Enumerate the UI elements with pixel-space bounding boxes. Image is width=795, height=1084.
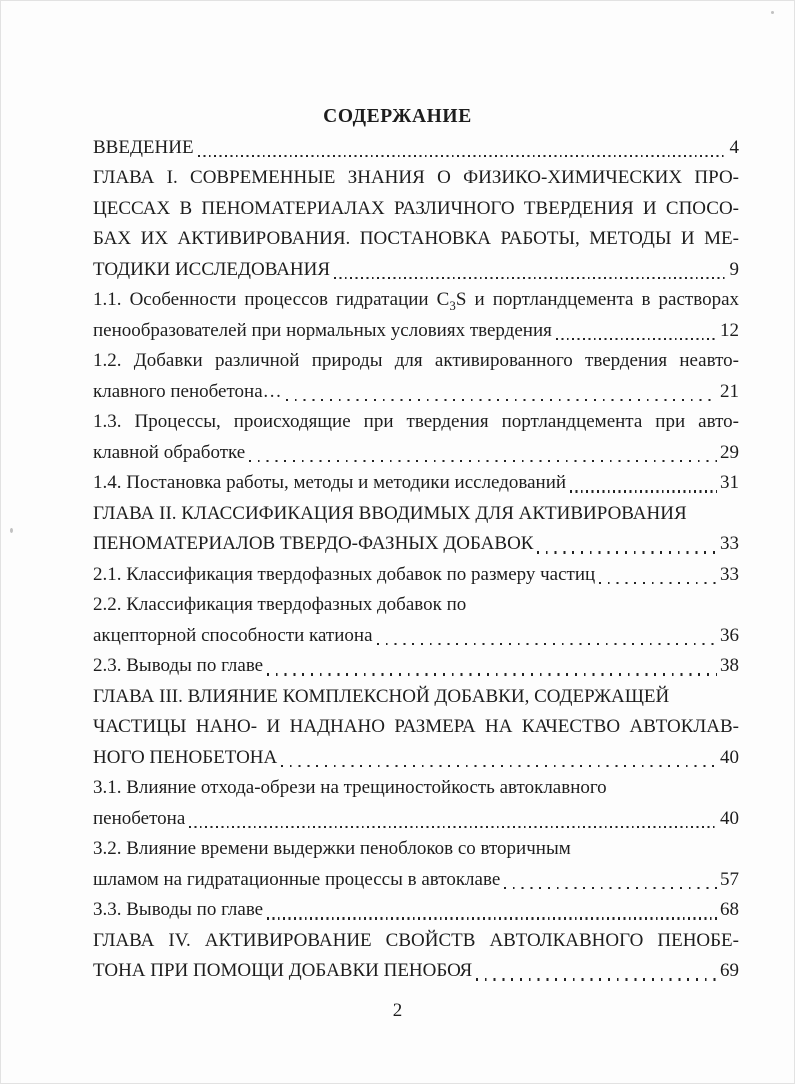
toc-entry-text: 1.4. Постановка работы, методы и методики исследований: [93, 472, 567, 493]
toc-entry: [93, 682, 739, 713]
toc-entry-page: 4: [729, 136, 739, 158]
toc-entry-text-run: S и портландцемента в растворах: [455, 289, 739, 310]
toc-entry: [93, 529, 739, 560]
toc-entry: [93, 407, 739, 438]
toc-entry: [93, 956, 739, 987]
toc-entry: [93, 712, 739, 743]
toc-entry-text: ПЕНОМАТЕРИАЛОВ ТВЕРДО-ФАЗНЫХ ДОБАВОК: [93, 533, 534, 554]
toc-entry-page: 33: [720, 563, 739, 585]
dot-leader: [189, 826, 717, 828]
dot-leader: [198, 155, 727, 157]
dot-leader: [249, 460, 717, 462]
dot-leader: [334, 277, 726, 279]
toc-entry-text: ГЛАВА IV. АКТИВИРОВАНИЕ СВОЙСТВ АВТОЛКАВНОГО ПЕНОБЕ-: [93, 929, 739, 951]
dot-leader: [377, 643, 718, 645]
dot-leader: [504, 887, 717, 889]
toc: [93, 133, 739, 987]
toc-entry: [93, 590, 739, 621]
dot-leader: [599, 582, 717, 584]
toc-entry-text: 2.3. Выводы по главе: [93, 655, 264, 676]
toc-entry: [93, 743, 739, 774]
toc-entry: [93, 895, 739, 926]
toc-entry: [93, 438, 739, 469]
toc-entry-text: пенобетона: [93, 807, 186, 829]
toc-entry-text: [93, 289, 739, 313]
toc-entry: [93, 621, 739, 652]
scan-artifact: [771, 11, 774, 14]
dot-leader: [267, 673, 717, 675]
toc-entry: [93, 560, 739, 591]
toc-entry-text: 1.2. Добавки различной природы для активированного твердения неавто-: [93, 350, 739, 371]
page-number: 2: [392, 1000, 403, 1021]
toc-entry-page: 68: [720, 899, 739, 920]
toc-entry-text: 2.1. Классификация твердофазных добавок по размеру частиц: [93, 563, 596, 585]
toc-entry-page: 57: [720, 868, 739, 890]
toc-entry: [93, 804, 739, 835]
dot-leader: [281, 765, 717, 767]
toc-entry-text: ГЛАВА III. ВЛИЯНИЕ КОМПЛЕКСНОЙ ДОБАВКИ, СОДЕРЖАЩЕЙ: [93, 685, 670, 707]
toc-entry-page: 33: [720, 533, 739, 554]
toc-entry-text: 3.1. Влияние отхода-обрези на трещиностойкость автоклавного: [93, 777, 607, 798]
toc-entry: [93, 194, 739, 225]
dot-leader: [267, 917, 717, 919]
toc-entry-page: 21: [720, 380, 739, 402]
toc-entry: [93, 865, 739, 896]
toc-entry: [93, 285, 739, 316]
dot-leader: [556, 338, 717, 340]
toc-entry: [93, 926, 739, 957]
toc-entry-page: 12: [720, 319, 739, 341]
toc-entry-page: 36: [720, 624, 739, 646]
toc-entry-text: 3.2. Влияние времени выдержки пеноблоков со вторичным: [93, 838, 571, 859]
page-title: СОДЕРЖАНИЕ: [323, 106, 472, 127]
toc-entry-text: ЦЕССАХ В ПЕНОМАТЕРИАЛАХ РАЗЛИЧНОГО ТВЕРДЕНИЯ И СПОСО-: [93, 197, 739, 219]
toc-entry-text: НОГО ПЕНОБЕТОНА: [93, 746, 278, 768]
toc-entry: [93, 316, 739, 347]
dot-leader: [570, 490, 717, 492]
toc-entry: [93, 773, 739, 804]
toc-entry: [93, 163, 739, 194]
toc-entry-text: клавной обработке: [93, 441, 246, 463]
toc-entry-page: 9: [729, 258, 739, 280]
toc-entry-text: клавного пенобетона…: [93, 380, 282, 402]
toc-entry-text: 2.2. Классификация твердофазных добавок по: [93, 594, 467, 615]
toc-entry-text: ВВЕДЕНИЕ: [93, 136, 194, 158]
toc-entry-text: ЧАСТИЦЫ НАНО- И НАДНАНО РАЗМЕРА НА КАЧЕСТВО АВТОКЛАВ-: [93, 716, 739, 737]
toc-entry-text: пенообразователей при нормальных условиях твердения: [93, 319, 552, 341]
toc-entry-text: акцепторной способности катиона: [93, 624, 373, 646]
dot-leader: [286, 399, 717, 401]
toc-entry-page: 40: [720, 807, 739, 829]
toc-entry-page: 31: [720, 472, 739, 493]
toc-entry: [93, 255, 739, 286]
toc-entry-page: 29: [720, 441, 739, 463]
dot-leader: [537, 551, 717, 553]
toc-entry: [93, 468, 739, 499]
toc-entry-text: ГЛАВА II. КЛАССИФИКАЦИЯ ВВОДИМЫХ ДЛЯ АКТИВИРОВАНИЯ: [93, 502, 687, 524]
toc-entry: [93, 651, 739, 682]
subscript-text: 3: [449, 297, 456, 313]
toc-entry-text-run: 1.1. Особенности процессов гидратации С: [93, 289, 450, 310]
toc-entry-text: ТОДИКИ ИССЛЕДОВАНИЯ: [93, 258, 331, 280]
toc-entry-page: 69: [720, 960, 739, 981]
toc-entry: [93, 834, 739, 865]
toc-entry: [93, 499, 739, 530]
toc-entry-text: шламом на гидратационные процессы в автоклаве: [93, 868, 501, 890]
dot-leader: [476, 978, 717, 980]
toc-entry-text: 3.3. Выводы по главе: [93, 899, 264, 920]
toc-entry-page: 40: [720, 746, 739, 768]
toc-entry-text: 1.3. Процессы, происходящие при твердения портландцемента при авто-: [93, 411, 739, 432]
toc-entry-page: 38: [720, 655, 739, 676]
toc-entry: [93, 346, 739, 377]
toc-entry: [93, 377, 739, 408]
toc-entry: [93, 224, 739, 255]
toc-entry-text: ГЛАВА I. СОВРЕМЕННЫЕ ЗНАНИЯ О ФИЗИКО-ХИМИЧЕСКИХ ПРО-: [93, 167, 739, 188]
toc-entry: [93, 133, 739, 164]
toc-entry-text: ТОНА ПРИ ПОМОЩИ ДОБАВКИ ПЕНОБОЯ: [93, 960, 473, 981]
scan-artifact: [10, 528, 13, 533]
toc-entry-text: БАХ ИХ АКТИВИРОВАНИЯ. ПОСТАНОВКА РАБОТЫ, МЕТОДЫ И МЕ-: [93, 228, 739, 249]
